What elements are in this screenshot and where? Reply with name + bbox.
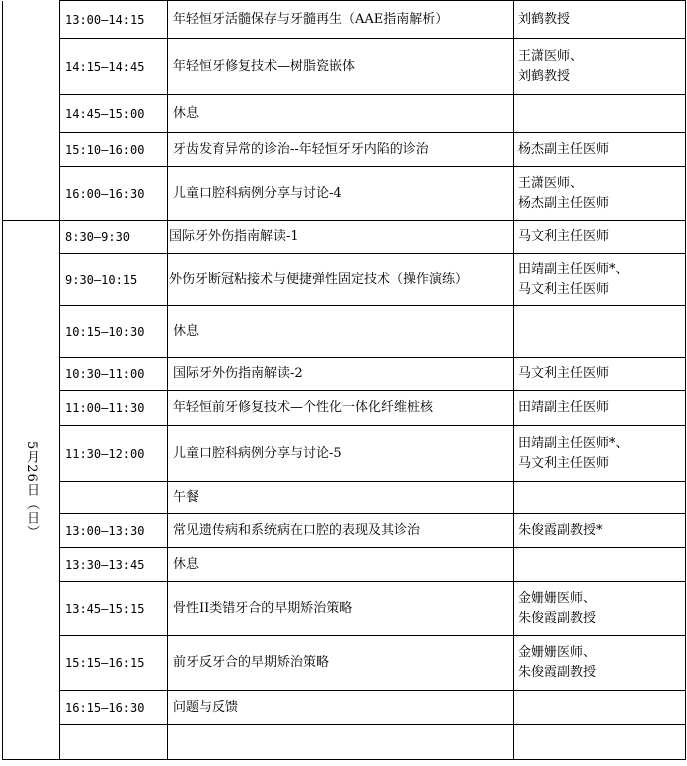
session-time: 14:45–15:00 [60, 95, 168, 133]
speaker-name: 杨杰副主任医师 [518, 141, 610, 157]
session-time: 11:00–11:30 [60, 391, 168, 426]
session-topic: 儿童口腔科病例分享与讨论-5 [168, 426, 514, 482]
speaker-name: 朱俊霞副教授* [518, 522, 603, 538]
session-time: 9:30–10:15 [60, 254, 168, 306]
session-speaker [514, 221, 686, 254]
table-row [3, 1, 686, 39]
session-time: 13:45–15:15 [60, 582, 168, 636]
table-row [3, 426, 686, 482]
session-topic: 休息 [168, 306, 514, 358]
session-topic: 骨性II类错牙合的早期矫治策略 [168, 582, 514, 636]
table-row [3, 691, 686, 725]
speaker-name: 田靖副主任医师*、 [518, 261, 629, 277]
session-topic: 国际牙外伤指南解读-2 [168, 358, 514, 391]
speaker-name: 王潇医师、 [518, 175, 584, 191]
session-topic: 常见遗传病和系统病在口腔的表现及其诊治 [168, 514, 514, 548]
session-topic: 午餐 [168, 482, 514, 514]
session-speaker [514, 426, 686, 482]
session-speaker [514, 358, 686, 391]
speaker-name: 马文利主任医师 [518, 366, 610, 381]
session-time: 15:15–16:15 [60, 636, 168, 691]
session-time: 16:15–16:30 [60, 691, 168, 725]
session-speaker [514, 482, 686, 514]
speaker-name: 朱俊霞副教授 [518, 610, 597, 626]
session-time: 13:00–14:15 [60, 1, 168, 39]
table-row [3, 39, 686, 95]
session-time: 8:30–9:30 [60, 221, 168, 254]
session-topic: 年轻恒牙活髓保存与牙髓再生（AAE指南解析） [168, 1, 514, 39]
session-speaker [514, 548, 686, 582]
session-time: 11:30–12:00 [60, 426, 168, 482]
session-speaker [514, 691, 686, 725]
table-row [3, 95, 686, 133]
session-time [60, 482, 168, 514]
session-topic: 休息 [168, 548, 514, 582]
session-speaker [514, 636, 686, 691]
day-date: 5月26日（日） [24, 441, 39, 539]
speaker-name: 朱俊霞副教授 [518, 665, 597, 680]
session-speaker [514, 582, 686, 636]
session-topic: 年轻恒前牙修复技术—个性化一体化纤维桩核 [168, 391, 514, 426]
session-topic: 牙齿发育异常的诊治--年轻恒牙牙内陷的诊治 [168, 133, 514, 167]
session-time: 14:15–14:45 [60, 39, 168, 95]
speaker-name: 马文利主任医师 [518, 229, 610, 244]
table-row [3, 391, 686, 426]
session-time: 13:00–13:30 [60, 514, 168, 548]
speaker-name: 马文利主任医师 [518, 281, 610, 297]
session-speaker [514, 725, 686, 760]
table-row [3, 254, 686, 306]
schedule-table [2, 0, 686, 760]
session-speaker [514, 167, 686, 221]
speaker-name: 田靖副主任医师 [518, 400, 610, 415]
session-time: 16:00–16:30 [60, 167, 168, 221]
session-topic [168, 725, 514, 760]
speaker-name: 刘鹤教授 [518, 68, 571, 84]
table-row [3, 133, 686, 167]
session-speaker [514, 133, 686, 167]
session-topic: 前牙反牙合的早期矫治策略 [168, 636, 514, 691]
table-row [3, 306, 686, 358]
session-time: 15:10–16:00 [60, 133, 168, 167]
speaker-name: 金姗姗医师、 [518, 645, 597, 660]
speaker-name: 杨杰副主任医师 [518, 195, 610, 211]
session-speaker [514, 39, 686, 95]
session-topic: 外伤牙断冠粘接术与便捷弹性固定技术（操作演练） [168, 254, 514, 306]
session-time: 13:30–13:45 [60, 548, 168, 582]
speaker-name: 金姗姗医师、 [518, 590, 597, 606]
session-topic: 儿童口腔科病例分享与讨论-4 [168, 167, 514, 221]
day1-date-cell [3, 1, 60, 221]
table-row [3, 725, 686, 760]
session-speaker [514, 391, 686, 426]
table-row [3, 636, 686, 691]
speaker-name: 王潇医师、 [518, 48, 584, 64]
session-speaker [514, 1, 686, 39]
session-topic: 国际牙外伤指南解读-1 [168, 221, 514, 254]
session-topic: 问题与反馈 [168, 691, 514, 725]
table-row [3, 221, 686, 254]
session-speaker [514, 514, 686, 548]
session-topic: 年轻恒牙修复技术—树脂瓷嵌体 [168, 39, 514, 95]
session-speaker [514, 254, 686, 306]
table-row [3, 514, 686, 548]
session-time: 10:30–11:00 [60, 358, 168, 391]
speaker-name: 刘鹤教授 [518, 11, 571, 27]
session-speaker [514, 306, 686, 358]
session-time [60, 725, 168, 760]
session-speaker [514, 95, 686, 133]
speaker-name: 马文利主任医师 [518, 455, 610, 471]
day2-date-cell [3, 221, 60, 760]
table-row [3, 482, 686, 514]
table-row [3, 582, 686, 636]
session-topic: 休息 [168, 95, 514, 133]
table-row [3, 358, 686, 391]
session-time: 10:15–10:30 [60, 306, 168, 358]
table-row [3, 548, 686, 582]
speaker-name: 田靖副主任医师*、 [518, 435, 629, 451]
table-row [3, 167, 686, 221]
